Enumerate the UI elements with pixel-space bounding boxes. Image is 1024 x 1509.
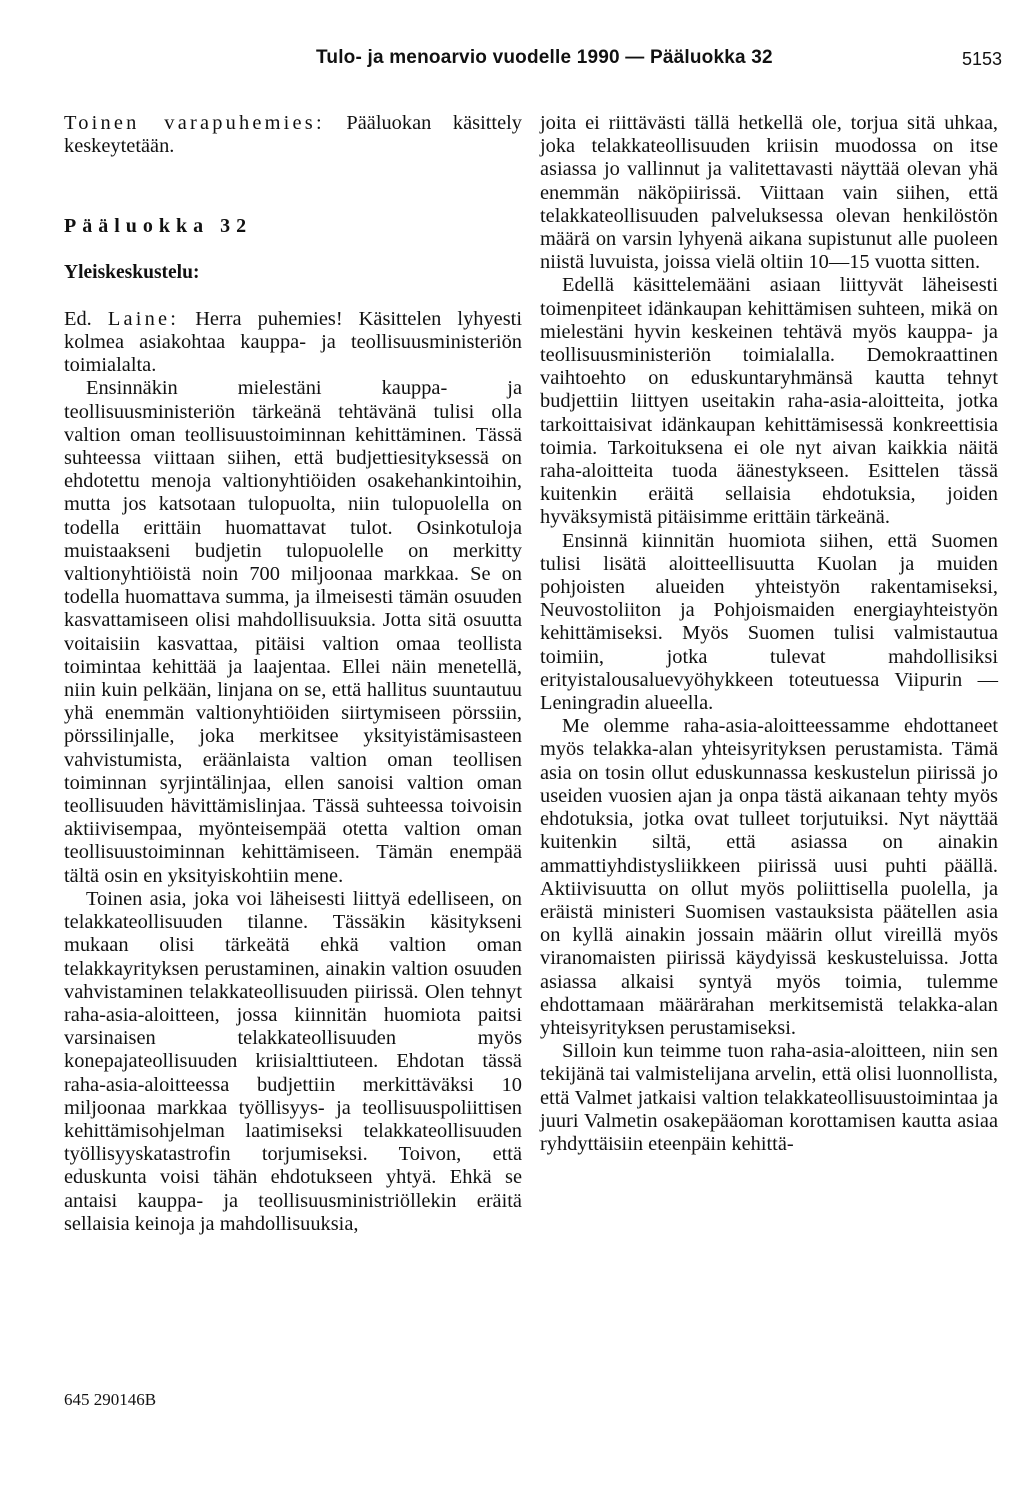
paragraph: Ensinnä kiinnitän huomiota siihen, että Suomen tulisi lisätä aloitteellisuutta Kuolan ja muiden pohjoisten alueiden yhteistyön rakentamiseksi, Neuvostoliiton ja Pohjoismaiden energiayhteistyön kehittämiseksi. Myös Suomen tulisi valmistautua toimiin, jotka tulevat mahdollisiksi erityistalousaluevyöhykkeen toteutuessa Viipurin —Leningradin alueella. xyxy=(540,529,998,715)
paragraph: Me olemme raha-asia-aloitteessamme ehdottaneet myös telakka-alan yhteisyrityksen perustamista. Tämä asia on tosin ollut eduskunnassa keskustelun piirissä jo useiden vuosien ajan ja onpa tästä aikanaan tehty myös ehdotuksia, jotka ovat tulleet torjutuiksi. Nyt näyttää kuitenkin siltä, että asiassa on ainakin ammattiyhdistysliikkeen piirissä uusi puhti päällä. Aktiivisuutta on ollut myös poliittisella puolella, ja eräistä ministeri Suomisen vastauksista päätellen asia on kyllä ainakin jossain määrin ollut vireillä myös viranomaisten piirissä käydyissä keskusteluissa. Jotta asiassa alkaisi syntyä myös toimia, tulemme ehdottamaan määrärahan merkitsemistä telakka-alan yhteisyrityksen perustamiseksi. xyxy=(540,715,998,1039)
paragraph: Silloin kun teimme tuon raha-asia-aloitteen, niin sen tekijänä tai valmistelijana arvelin, että olisi luonnollista, että Valmet jatkaisi valtion telakkateollisuustoimintaa ja juuri Valmetin osakepääoman korottamisen kautta asiaa ryhdyttäisiin eteenpäin kehittä- xyxy=(540,1040,998,1155)
print-code: 645 290146B xyxy=(64,1390,157,1409)
speech-text: Herra puhemies! Käsittelen lyhyesti kolmea asiakohtaa kauppa- ja teollisuusministeriön toimialalta. xyxy=(64,307,522,377)
chair-statement xyxy=(64,112,522,158)
section-title: Pääluokka 32 xyxy=(64,215,253,238)
speaker-prefix: Ed. xyxy=(64,307,108,330)
running-title: Tulo- ja menoarvio vuodelle 1990 — Pääluokka 32 xyxy=(316,47,773,68)
paragraph: Ensinnäkin mielestäni kauppa- ja teollisuusministeriön tärkeänä tehtävänä tulisi olla valtion oman teollisuustoiminnan kehittäminen. Tässä suhteessa viittaan siihen, että budjettiesityksessä on ehdotettu menoja valtionyhtiöiden osakehankintoihin, mutta jos katsotaan tulopuolta, niin tulopuolella on todella erittäin huomattavat tulot. Osinkotuloja muistaakseni budjetin tulopuolelle on merkitty valtionyhtiöistä noin 700 miljoonaa markkaa. Se on todella huomattava summa, ja ilmeisesti tämän osuuden kasvattamiseen olisi mahdollisuuksia. Jotta sitä osuutta voitaisiin kasvattaa, pitäisi valtion omaa teollista toimintaa kehittää ja laajentaa. Ellei näin menetellä, niin kuin pelkään, linjana on se, että hallitus suuntautuu yhä enemmän valtionyhtiöiden siirtymiseen pörssiin, pörssilinjalle, joka merkitsee yksityistämisasteen vahvistumista, eräänlaista valtion oman teollisen toiminnan syrjintälinjaa, ellen sanoisi valtion oman teollisuuden hävittämislinjaa. Tässä suhteessa toivoisin aktiivisempaa, myönteisempää otetta valtion oman teollisuustoiminnan kehittämiseen. Tämän enempää tältä osin en yksityiskohtiin mene. xyxy=(64,377,522,887)
subsection-title: Yleiskeskustelu: xyxy=(64,261,200,283)
right-column xyxy=(540,112,998,1156)
speech-opening xyxy=(64,308,522,378)
speaker-name: Laine: xyxy=(107,307,180,330)
statement-text: Pääluokan käsittely keskeytetään. xyxy=(64,112,522,158)
paragraph: Edellä käsittelemääni asiaan liittyvät läheisesti toimenpiteet idänkaupan kehittämisen suhteen, mikä on mielestäni hyvin keskeinen tehtävä myös kauppa- ja teollisuusministeriön toimialalla. Demokraattinen vaihtoehto on eduskuntaryhmänsä kautta tehnyt budjettiin liittyen useitakin raha-asia-aloitteita, jotka tarkoittaisivat idänkaupan kehittämisessä konkreettisia toimia. Tarkoituksena ei ole nyt aivan kaikkia näitä raha-aloitteita tuoda äänestykseen. Esittelen tässä kuitenkin eräitä sellaisia ehdotuksia, joiden hyväksymistä pitäisimme erittäin tärkeänä. xyxy=(540,274,998,529)
left-column xyxy=(64,112,522,1236)
paragraph: Toinen asia, joka voi läheisesti liittyä edelliseen, on telakkateollisuuden tilanne. Tässäkin käsitykseni mukaan olisi tärkeätä ehkä valtion oman telakkayrityksen perustaminen, ainakin valtion osuuden vahvistaminen telakkateollisuuden piirissä. Olen tehnyt raha-asia-aloitteen, jossa kiinnitän huomiota paitsi varsinaisen telakkateollisuuden myös konepajateollisuuden kriisialttiuteen. Ehdotan tässä raha-asia-aloitteessa budjettiin merkittäväksi 10 miljoonaa markkaa työllisyys- ja teollisuuspoliittisen kehittämisohjelman laatimiseksi telakkateollisuuden työllisyyskatastrofin torjumiseksi. Toivon, että eduskunta voisi tähän ehdotukseen yhtyä. Ehkä se antaisi kauppa- ja teollisuusministriöllekin eräitä sellaisia keinoja ja mahdollisuuksia, xyxy=(64,887,522,1235)
running-header xyxy=(0,47,1024,75)
speaker-name: Toinen varapuhemies: xyxy=(64,112,325,134)
page-number: 5153 xyxy=(962,49,1003,69)
paragraph: joita ei riittävästi tällä hetkellä ole, torjua sitä uhkaa, joka telakkateollisuuden kriisin muodossa on itse asiassa jo vallinnut ja valitettavasti näyttää olevan yhä enemmän näköpiirissä. Viittaan vain siihen, että telakkateollisuuden palveluksessa olevan henkilöstön määrä on varsin lyhyenä aikana supistunut alle puoleen niistä luvuista, joissa vielä oltiin 10—15 vuotta sitten. xyxy=(540,112,998,274)
